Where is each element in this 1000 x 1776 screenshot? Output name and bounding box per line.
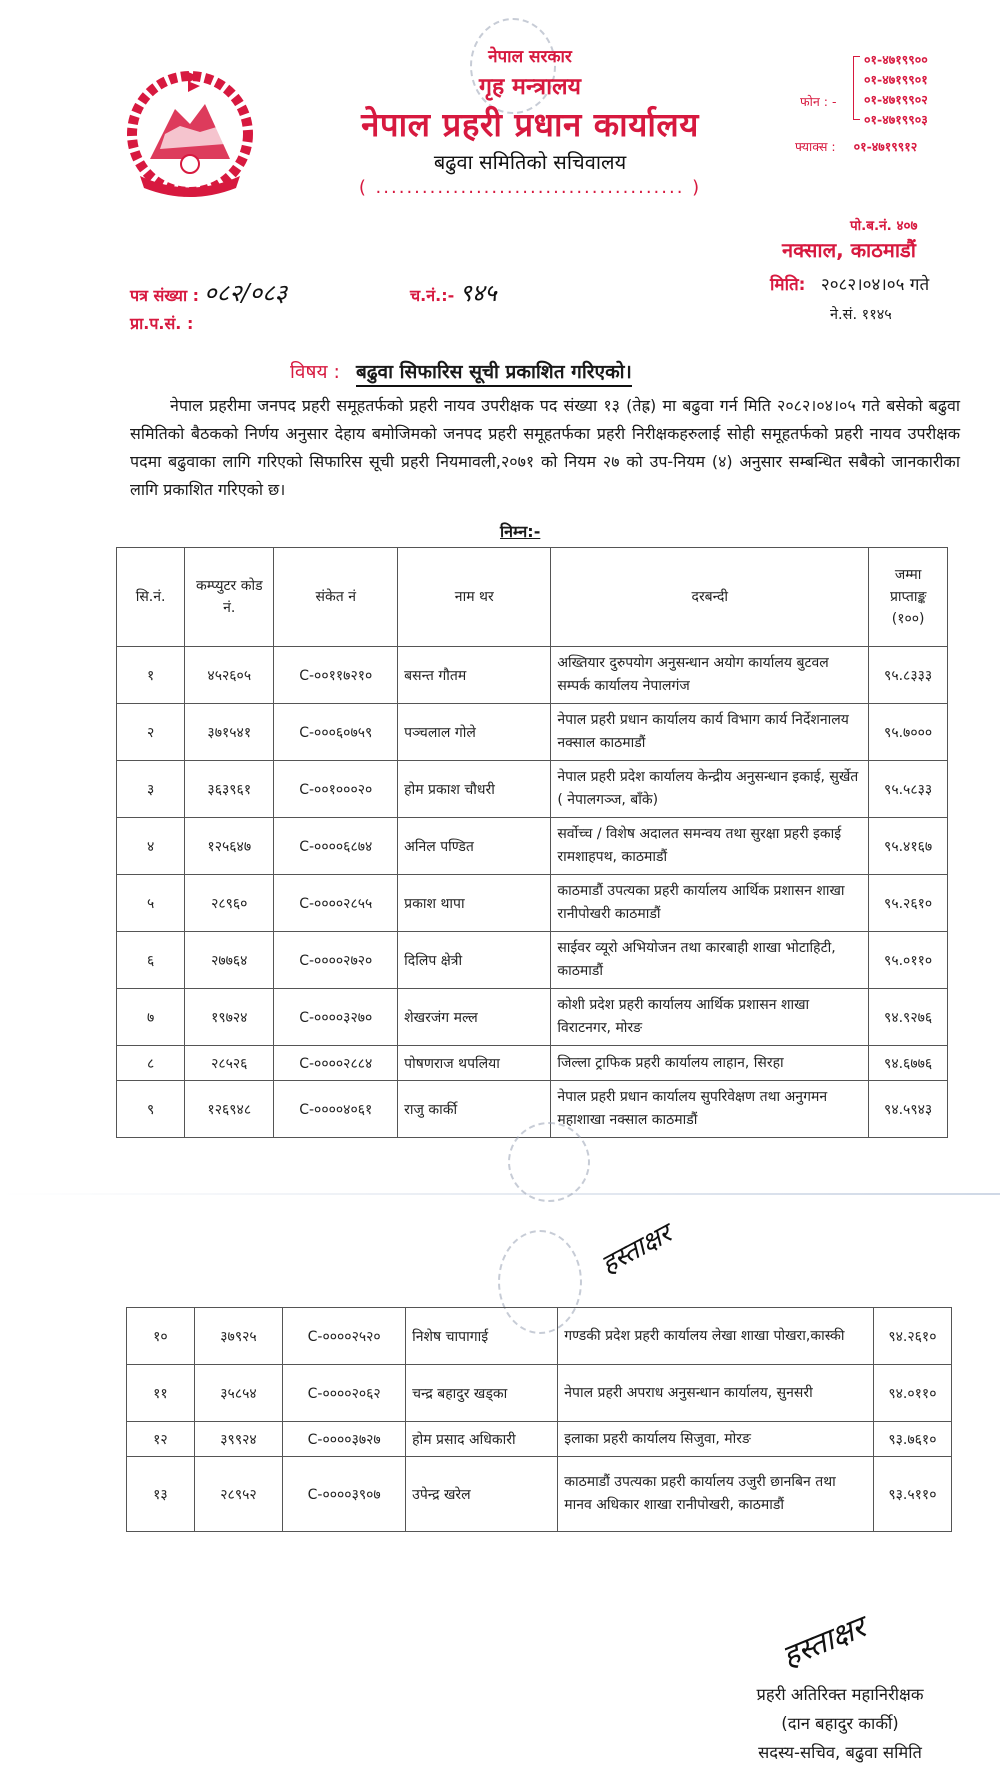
signature-mark: हस्ताक्षर — [596, 1218, 677, 1281]
letterhead — [290, 44, 770, 198]
name-cell: बसन्त गौतम — [398, 647, 551, 704]
nepal-sambat: ने.सं. ११४५ — [830, 307, 892, 323]
computer-code-cell: २८९६० — [185, 875, 274, 932]
dispatch-number-label: च.नं.:- — [410, 286, 455, 305]
score-cell: ९५.२६१० — [869, 875, 948, 932]
score-cell: ९४.९२७६ — [869, 989, 948, 1046]
symbol-no-cell: C-००००३९०७ — [283, 1457, 406, 1532]
subject-line — [290, 358, 632, 384]
header-computer-code: कम्प्युटर कोड नं. — [185, 548, 274, 647]
government-name: नेपाल सरकार — [488, 47, 572, 67]
name-cell: दिलिप क्षेत्री — [398, 932, 551, 989]
name-cell: होम प्रसाद अधिकारी — [406, 1422, 558, 1457]
serial-cell: ९ — [117, 1081, 185, 1138]
list-intro-label: निम्न:- — [500, 522, 541, 541]
symbol-no-cell: C-००००२८८४ — [274, 1046, 398, 1081]
table-row — [127, 1365, 952, 1422]
score-cell: ९५.०११० — [869, 932, 948, 989]
ministry-name: गृह मन्त्रालय — [479, 74, 581, 100]
table-row — [117, 647, 948, 704]
posting-cell: जिल्ला ट्राफिक प्रहरी कार्यालय लाहान, सिरहा — [551, 1046, 869, 1081]
nepal-emblem-icon — [120, 64, 260, 204]
name-cell: निशेष चापागाई — [406, 1308, 558, 1365]
header-name: नाम थर — [398, 548, 551, 647]
computer-code-cell: ३९९२४ — [194, 1422, 283, 1457]
office-name: नेपाल प्रहरी प्रधान कार्यालय — [361, 105, 699, 144]
symbol-no-cell: C-००००३२७० — [274, 989, 398, 1046]
fax-number: ०१-४७१९९१२ — [853, 139, 918, 154]
computer-code-cell: ३७९२५ — [194, 1308, 283, 1365]
serial-cell: ७ — [117, 989, 185, 1046]
dotted-line: ( ........................................ ) — [358, 177, 702, 198]
secretariat-name: बढुवा समितिको सचिवालय — [433, 150, 627, 174]
serial-cell: २ — [117, 704, 185, 761]
score-cell: ९४.५९४३ — [869, 1081, 948, 1138]
symbol-no-cell: C-००००२७२० — [274, 932, 398, 989]
serial-cell: १२ — [127, 1422, 195, 1457]
signatory-name: (दान बहादुर कार्की) — [781, 1714, 899, 1733]
header-posting: दरबन्दी — [551, 548, 869, 647]
name-cell: प्रकाश थापा — [398, 875, 551, 932]
office-address: नक्साल, काठमाडौं — [782, 238, 916, 262]
name-cell: राजु कार्की — [398, 1081, 551, 1138]
serial-cell: १० — [127, 1308, 195, 1365]
score-cell: ९५.५८३३ — [869, 761, 948, 818]
serial-cell: ६ — [117, 932, 185, 989]
symbol-no-cell: C-००००४०६१ — [274, 1081, 398, 1138]
posting-cell: इलाका प्रहरी कार्यालय सिजुवा, मोरङ — [558, 1422, 874, 1457]
computer-code-cell: ४५२६०५ — [185, 647, 274, 704]
posting-cell: सर्वोच्च / विशेष अदालत समन्वय तथा सुरक्षा प्रहरी इकाई रामशाहपथ, काठमाडौं — [551, 818, 869, 875]
header-serial: सि.नं. — [117, 548, 185, 647]
score-cell: ९४.०११० — [873, 1365, 951, 1422]
signatory-designation: प्रहरी अतिरिक्त महानिरीक्षक — [756, 1685, 924, 1704]
header-symbol-no: संकेत नं — [274, 548, 398, 647]
previous-reference-label: प्रा.प.सं. : — [130, 314, 194, 333]
phone-number: ०१-४७१९९०२ — [864, 92, 928, 107]
name-cell: शेखरजंग मल्ल — [398, 989, 551, 1046]
posting-cell: नेपाल प्रहरी प्रधान कार्यालय कार्य विभाग कार्य निर्देशनालय नक्साल काठमाडौं — [551, 704, 869, 761]
posting-cell: नेपाल प्रहरी प्रदेश कार्यालय केन्द्रीय अनुसन्धान इकाई, सुर्खेत ( नेपालगञ्ज, बाँके) — [551, 761, 869, 818]
computer-code-cell: ३६३९६१ — [185, 761, 274, 818]
serial-cell: ८ — [117, 1046, 185, 1081]
date-value: २०८२।०४।०५ गते — [820, 275, 930, 295]
serial-cell: ५ — [117, 875, 185, 932]
serial-cell: १ — [117, 647, 185, 704]
date-label: मिति: — [770, 275, 806, 295]
header-total-score: जम्मा प्राप्ताङ्क (१००) — [869, 548, 948, 647]
posting-cell: साईवर व्यूरो अभियोजन तथा कारबाही शाखा भोटाहिटी, काठमाडौं — [551, 932, 869, 989]
symbol-no-cell: C-००००६८७४ — [274, 818, 398, 875]
score-cell: ९५.७००० — [869, 704, 948, 761]
po-box: पो.ब.नं. ४०७ — [850, 218, 918, 234]
name-cell: अनिल पण्डित — [398, 818, 551, 875]
phone-number: ०१-४७१९९०१ — [864, 72, 928, 87]
serial-cell: ११ — [127, 1365, 195, 1422]
page-break — [0, 1193, 1000, 1195]
symbol-no-cell: C-००००२८५५ — [274, 875, 398, 932]
name-cell: होम प्रकाश चौधरी — [398, 761, 551, 818]
recommendation-table — [116, 547, 948, 1138]
computer-code-cell: २८९५२ — [194, 1457, 283, 1532]
office-seal-stamp — [508, 1122, 590, 1202]
table-row — [117, 875, 948, 932]
computer-code-cell: १९७२४ — [185, 989, 274, 1046]
score-cell: ९३.७६१० — [873, 1422, 951, 1457]
phone-bracket — [853, 56, 860, 120]
name-cell: उपेन्द्र खरेल — [406, 1457, 558, 1532]
phone-list — [864, 50, 928, 130]
score-cell: ९३.५११० — [873, 1457, 951, 1532]
phone-label: फोन : - — [800, 94, 837, 109]
subject-label: विषय : — [290, 361, 340, 383]
table-row — [117, 989, 948, 1046]
dispatch-number-value: ९४५ — [459, 279, 497, 307]
table-row — [127, 1457, 952, 1532]
table-row — [117, 818, 948, 875]
letter-number-label: पत्र संख्या : — [130, 286, 200, 305]
computer-code-cell: २७७६४ — [185, 932, 274, 989]
fax-row — [795, 138, 917, 155]
computer-code-cell: १२६९४८ — [185, 1081, 274, 1138]
symbol-no-cell: C-००००३७२७ — [283, 1422, 406, 1457]
fax-label: फ्याक्स : — [795, 139, 836, 154]
signature-mark: हस्ताक्षर — [777, 1609, 871, 1675]
recommendation-table-continued — [126, 1307, 952, 1532]
symbol-no-cell: C-००१०००२० — [274, 761, 398, 818]
symbol-no-cell: C-००००२५२० — [283, 1308, 406, 1365]
table-row — [117, 1046, 948, 1081]
score-cell: ९५.४१६७ — [869, 818, 948, 875]
signatory-role: सदस्य-सचिव, बढुवा समिति — [758, 1743, 922, 1762]
table-row — [117, 932, 948, 989]
symbol-no-cell: C-००००२०६२ — [283, 1365, 406, 1422]
name-cell: पोषणराज थपलिया — [398, 1046, 551, 1081]
name-cell: चन्द्र बहादुर खड्का — [406, 1365, 558, 1422]
signatory-block — [700, 1680, 980, 1767]
computer-code-cell: ३५८५४ — [194, 1365, 283, 1422]
computer-code-cell: ३७१५४१ — [185, 704, 274, 761]
computer-code-cell: १२५६४७ — [185, 818, 274, 875]
computer-code-cell: २८५२६ — [185, 1046, 274, 1081]
posting-cell: कोशी प्रदेश प्रहरी कार्यालय आर्थिक प्रशासन शाखा विराटनगर, मोरङ — [551, 989, 869, 1046]
posting-cell: अख्तियार दुरुपयोग अनुसन्धान अयोग कार्यालय बुटवल सम्पर्क कार्यालय नेपालगंज — [551, 647, 869, 704]
posting-cell: गण्डकी प्रदेश प्रहरी कार्यालय लेखा शाखा पोखरा,कास्की — [558, 1308, 874, 1365]
score-cell: ९५.८३३३ — [869, 647, 948, 704]
table-row — [127, 1422, 952, 1457]
posting-cell: नेपाल प्रहरी प्रधान कार्यालय सुपरिवेक्षण तथा अनुगमन महाशाखा नक्साल काठमाडौं — [551, 1081, 869, 1138]
table-row — [127, 1308, 952, 1365]
symbol-no-cell: C-००११७२१० — [274, 647, 398, 704]
symbol-no-cell: C-०००६०७५९ — [274, 704, 398, 761]
subject-text: बढुवा सिफारिस सूची प्रकाशित गरिएको। — [356, 361, 632, 387]
score-cell: ९४.६७७६ — [869, 1046, 948, 1081]
serial-cell: ४ — [117, 818, 185, 875]
posting-cell: काठमाडौं उपत्यका प्रहरी कार्यालय आर्थिक प्रशासन शाखा रानीपोखरी काठमाडौं — [551, 875, 869, 932]
dispatch-number-row — [410, 276, 497, 309]
phone-number: ०१-४७१९९०३ — [864, 112, 928, 127]
posting-cell: नेपाल प्रहरी अपराध अनुसन्धान कार्यालय, सुनसरी — [558, 1365, 874, 1422]
name-cell: पञ्चलाल गोले — [398, 704, 551, 761]
serial-cell: १३ — [127, 1457, 195, 1532]
letter-number-row — [130, 276, 287, 309]
phone-number: ०१-४७१९९०० — [864, 52, 928, 67]
score-cell: ९४.२६१० — [873, 1308, 951, 1365]
posting-cell: काठमाडौं उपत्यका प्रहरी कार्यालय उजुरी छानबिन तथा मानव अधिकार शाखा रानीपोखरी, काठमाडौं — [558, 1457, 874, 1532]
table-row — [117, 761, 948, 818]
table-row — [117, 704, 948, 761]
body-paragraph: नेपाल प्रहरीमा जनपद प्रहरी समूहतर्फको प्रहरी नायव उपरीक्षक पद संख्या १३ (तेह्र) मा बढुवा गर्न मिति २०८२।०४।०५ गते बसेको बढुवा समितिको बैठकको निर्णय अनुसार देहाय बमोजिमको जनपद प्रहरी समूहतर्फका प्रहरी निरीक्षकहरुलाई सोही समूहतर्फको प्रहरी नायव उपरीक्षक पदमा बढुवाका लागि गरिएको सिफारिस सूची प्रहरी नियमावली,२०७१ को नियम २७ को उप-नियम (४) अनुसार सम्बन्धित सबैको जानकारीका लागि प्रकाशित गरिएको छ। — [130, 396, 960, 499]
date-row — [770, 272, 929, 295]
letter-number-value: ०८२/०८३ — [204, 279, 288, 307]
table-header-row — [117, 548, 948, 647]
serial-cell: ३ — [117, 761, 185, 818]
